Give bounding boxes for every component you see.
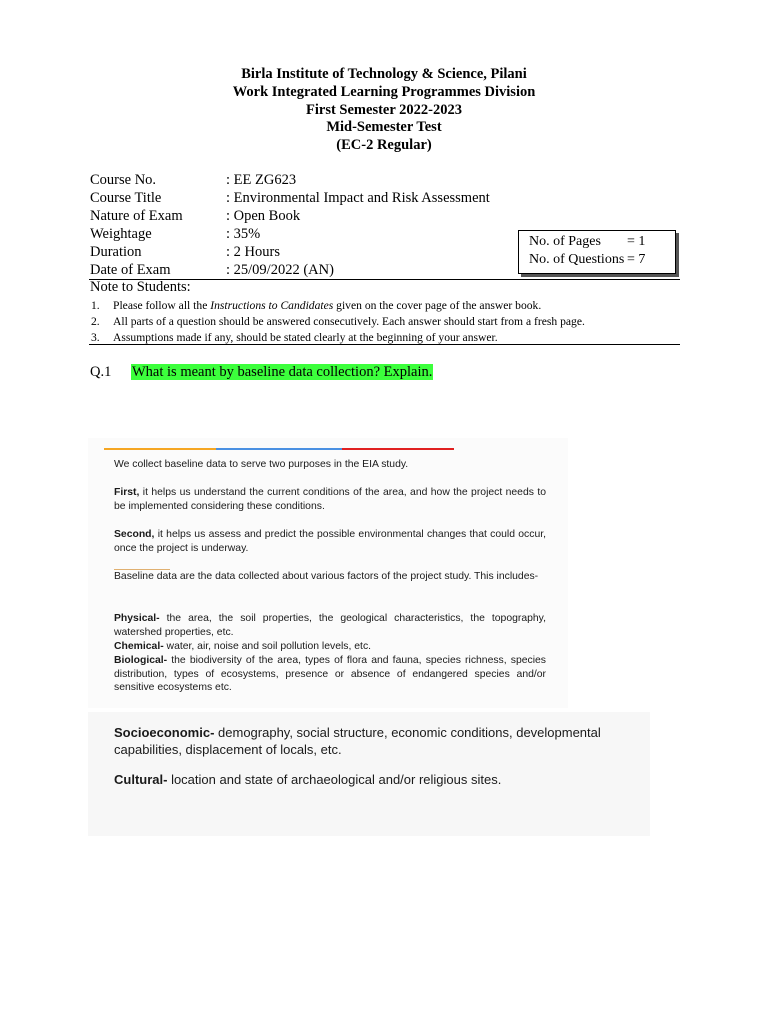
- note-item: 3. Assumptions made if any, should be stated clearly at the beginning of your answer.: [91, 330, 498, 344]
- question-text: What is meant by baseline data collection? Explain.: [132, 364, 433, 380]
- test-type: (EC-2 Regular): [336, 137, 432, 154]
- questions-value: = 7: [627, 252, 646, 267]
- pages-value: = 1: [627, 234, 646, 249]
- accent-bar-orange: [104, 448, 216, 450]
- info-label: Course No.: [90, 172, 157, 188]
- note-item: 1. Please follow all the Instructions to Candidates given on the cover page of the answer book.: [91, 299, 542, 312]
- institute-name: Birla Institute of Technology & Science, Pilani: [241, 66, 527, 82]
- accent-bar-red: [342, 448, 454, 450]
- info-label: Weightage: [90, 226, 152, 242]
- answer-second: Second, it helps us assess and predict the possible environmental changes that could occur, once the project is underway.: [114, 529, 546, 554]
- answer-chemical: Chemical- water, air, noise and soil pollution levels, etc.: [114, 641, 372, 652]
- answer-cultural: Cultural- location and state of archaeological and/or religious sites.: [114, 772, 502, 787]
- info-value: : 35%: [226, 226, 261, 242]
- answer-baseline: Baseline data are the data collected about various factors of the project study. This includes-: [114, 571, 539, 582]
- semester: First Semester 2022-2023: [306, 101, 462, 118]
- divider-bottom: [89, 344, 680, 345]
- pages-questions-box: [518, 230, 676, 274]
- pages-label: No. of Pages: [529, 234, 601, 249]
- answer-socioeconomic: Socioeconomic- demography, social structure, economic conditions, developmental capabilities, displacement of locals, etc.: [114, 725, 601, 757]
- info-row-duration: [90, 244, 280, 261]
- info-value: : Environmental Impact and Risk Assessment: [226, 190, 490, 206]
- info-value: : 25/09/2022 (AN): [226, 262, 334, 278]
- accent-bar-blue: [216, 448, 342, 450]
- info-row-course-title: [90, 190, 490, 207]
- question-1: [90, 364, 433, 381]
- test-name: Mid-Semester Test: [326, 119, 442, 136]
- info-value: : Open Book: [226, 208, 301, 224]
- info-label: Nature of Exam: [90, 208, 183, 224]
- answer-intro: We collect baseline data to serve two purposes in the EIA study.: [114, 459, 409, 470]
- answer-physical: Physical- the area, the soil properties, the geological characteristics, the topography, watershed properties, etc.: [114, 613, 546, 638]
- info-value: : EE ZG623: [226, 172, 297, 188]
- info-row-course-no: [90, 172, 296, 189]
- info-label: Course Title: [90, 190, 162, 206]
- exam-header: [0, 66, 768, 155]
- info-row-nature: [90, 208, 300, 225]
- questions-label: No. of Questions: [529, 252, 625, 267]
- division-name: Work Integrated Learning Programmes Division: [232, 83, 536, 100]
- info-value: : 2 Hours: [226, 244, 280, 260]
- answer-biological: Biological- the biodiversity of the area, types of flora and fauna, species richness, species distribution, types of ecosystems, presence or absence of endangered species and/or sensitive ecosystems etc.: [114, 655, 546, 694]
- info-row-date: [90, 262, 334, 279]
- info-row-weightage: [90, 226, 260, 243]
- info-label: Duration: [90, 244, 142, 260]
- info-label: Date of Exam: [90, 262, 171, 278]
- note-item: 2. All parts of a question should be answered consecutively. Each answer should start from a fresh page.: [91, 314, 585, 328]
- note-title: Note to Students:: [90, 279, 191, 295]
- question-number: Q.1: [90, 364, 112, 380]
- notes-list: [91, 298, 585, 345]
- answer-first: First, it helps us understand the current conditions of the area, and how the project needs to be implemented considering these conditions.: [114, 487, 546, 512]
